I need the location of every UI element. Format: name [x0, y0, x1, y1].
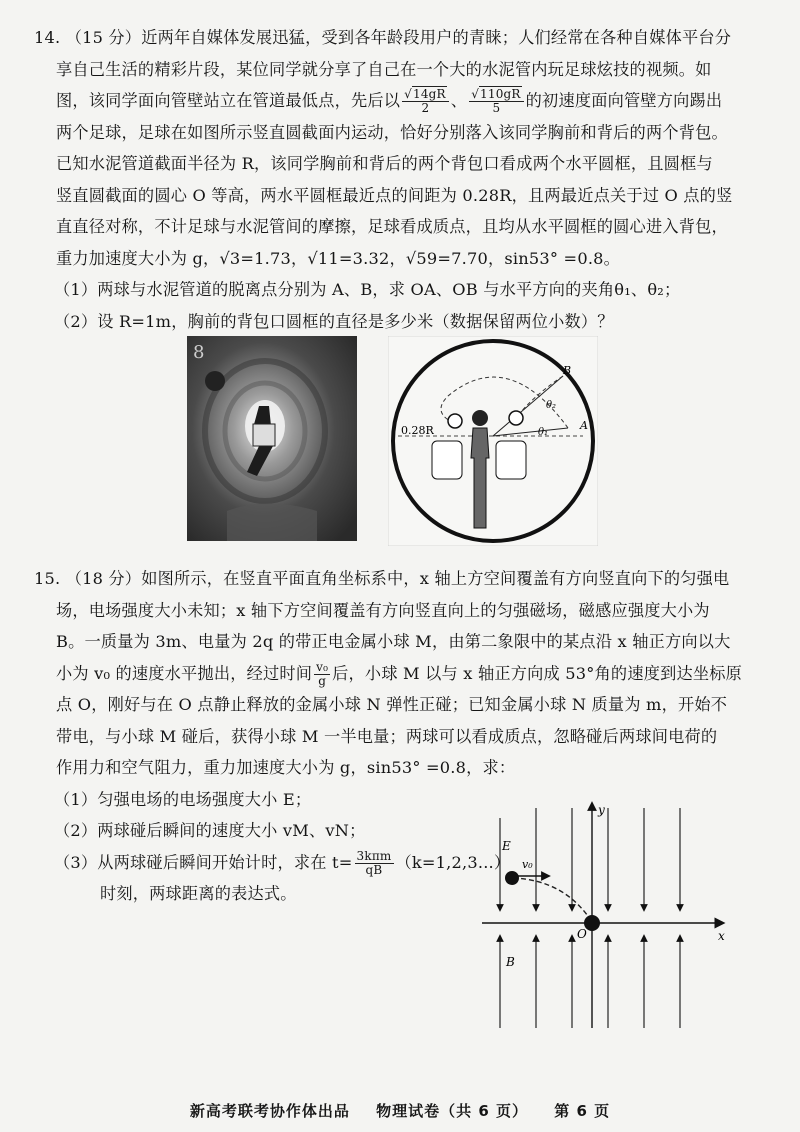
front-backpack	[496, 441, 526, 479]
ball-icon	[448, 414, 462, 428]
velocity-fraction-2: $\frac{√110gR}{5}$	[469, 88, 523, 115]
q14-line: 两个足球，足球在如图所示竖直圆截面内运动，恰好分别落入该同学胸前和背后的两个背包。	[56, 122, 728, 142]
q14-line-with-fractions: 图，该同学面向管壁站立在管道最低点，先后以 $\frac{√14gR}{2}$ 、 $\frac{√110gR}{5}$ 的初速度面向管壁方向踢出	[56, 87, 723, 115]
label-A: A	[580, 419, 588, 432]
label-x: x	[718, 929, 725, 943]
label-v0: v₀	[522, 858, 533, 871]
q15-subquestion-3: （3）从两球碰后瞬间开始计时，求在 t= $\frac{\text{3kπm}}{qB}$ （k=1,2,3...）	[54, 848, 511, 877]
footer-publisher: 新高考联考协作体出品	[189, 1102, 350, 1120]
q15-line: 15. （18 分）如图所示，在竖直平面直角坐标系中，x 轴上方空间覆盖有方向竖直向下的匀强电	[34, 569, 730, 588]
q14-line: 14. （15 分）近两年自媒体发展迅猛，受到各年龄段用户的青睐；人们经常在各种自媒体平台分	[34, 28, 732, 47]
back-backpack	[432, 441, 462, 479]
q14-line: 竖直圆截面的圆心 O 等高，两水平圆框最近点的间距为 0.28R，且两最近点关于过 O 点的竖	[56, 185, 733, 205]
q14-subquestion-1: （1）两球与水泥管道的脱离点分别为 A、B，求 OA、OB 与水平方向的夹角θ₁、θ₂；	[54, 280, 681, 299]
footer-subject: 物理试卷（共 6 页）	[376, 1102, 528, 1120]
pipe-photo	[187, 336, 357, 541]
velocity-fraction-1: $\frac{√14gR}{2}$	[402, 88, 449, 115]
q15-line-with-fraction: 小为 v₀ 的速度水平抛出，经过时间 $\frac{\text{v₀}}{g}$ 后，小球 M 以与 x 轴正方向成 53°角的速度到达坐标原	[56, 659, 743, 688]
q14-line: 重力加速度大小为 g，√3=1.73，√11=3.32，√59=7.70，sin53° =0.8。	[56, 248, 621, 268]
ball-icon	[205, 371, 225, 391]
label-theta2: θ₂	[546, 400, 557, 411]
person-head	[472, 410, 488, 426]
time-k-fraction: $\frac{\text{3kπm}}{qB}$	[356, 848, 392, 877]
person-body	[471, 428, 489, 528]
ball-M	[505, 871, 519, 885]
q15-subquestion-2: （2）两球碰后瞬间的速度大小 vM、vN；	[54, 821, 366, 840]
label-B: B	[506, 955, 515, 969]
label-theta1: θ₁	[538, 427, 549, 438]
q15-line: 场，电场强度大小未知；x 轴下方空间覆盖有方向竖直向上的匀强磁场，磁感应强度大小为	[56, 600, 710, 620]
q15-line: B。一质量为 3m、电量为 2q 的带正电金属小球 M，由第二象限中的某点沿 x 轴正方向以大	[56, 632, 731, 651]
q15-subquestion-3-cont: 时刻，两球距离的表达式。	[100, 884, 297, 903]
time-fraction: $\frac{\text{v₀}}{g}$	[316, 659, 329, 688]
label-028R: 0.28R	[401, 424, 434, 437]
question-14	[34, 22, 769, 337]
label-O: O	[577, 927, 587, 941]
magnetic-field-lines	[500, 938, 680, 1028]
pipe-cross-section-diagram	[388, 336, 598, 546]
q14-subquestion-2: （2）设 R=1m，胸前的背包口圆框的直径是多少米（数据保留两位小数）？	[54, 311, 614, 331]
field-diagram	[480, 798, 740, 1038]
ball-trajectory	[513, 878, 592, 922]
q15-line: 点 O，刚好与在 O 点静止释放的金属小球 N 弹性正碰；已知金属小球 N 质量为 m，开始不	[56, 695, 728, 714]
page-footer	[0, 1100, 800, 1121]
footer-page: 第 6 页	[554, 1102, 611, 1120]
q15-line: 作用力和空气阻力，重力加速度大小为 g，sin53° =0.8，求：	[56, 758, 516, 777]
q14-line: 享自己生活的精彩片段，某位同学就分享了自己在一个大的水泥管内玩足球炫技的视频。如	[56, 59, 712, 79]
q14-line: 已知水泥管道截面半径为 R，该同学胸前和背后的两个背包口看成两个水平圆框，且圆框与	[56, 154, 713, 173]
label-E: E	[502, 839, 511, 853]
q15-subquestion-1: （1）匀强电场的电场强度大小 E；	[54, 789, 312, 809]
label-y: y	[598, 803, 605, 817]
ball-icon	[509, 411, 523, 425]
ball-N	[584, 915, 600, 931]
q14-line: 直直径对称，不计足球与水泥管间的摩擦，足球看成质点，且均从水平圆框的圆心进入背包，	[56, 217, 728, 236]
label-B: B	[563, 364, 572, 377]
q14-line-text: 图，该同学面向管壁站立在管道最低点，先后以	[56, 91, 401, 110]
photo-number: 8	[193, 342, 205, 363]
q15-line: 带电，与小球 M 碰后，获得小球 M 一半电量；两球可以看成质点，忽略碰后两球间电荷的	[56, 726, 718, 746]
